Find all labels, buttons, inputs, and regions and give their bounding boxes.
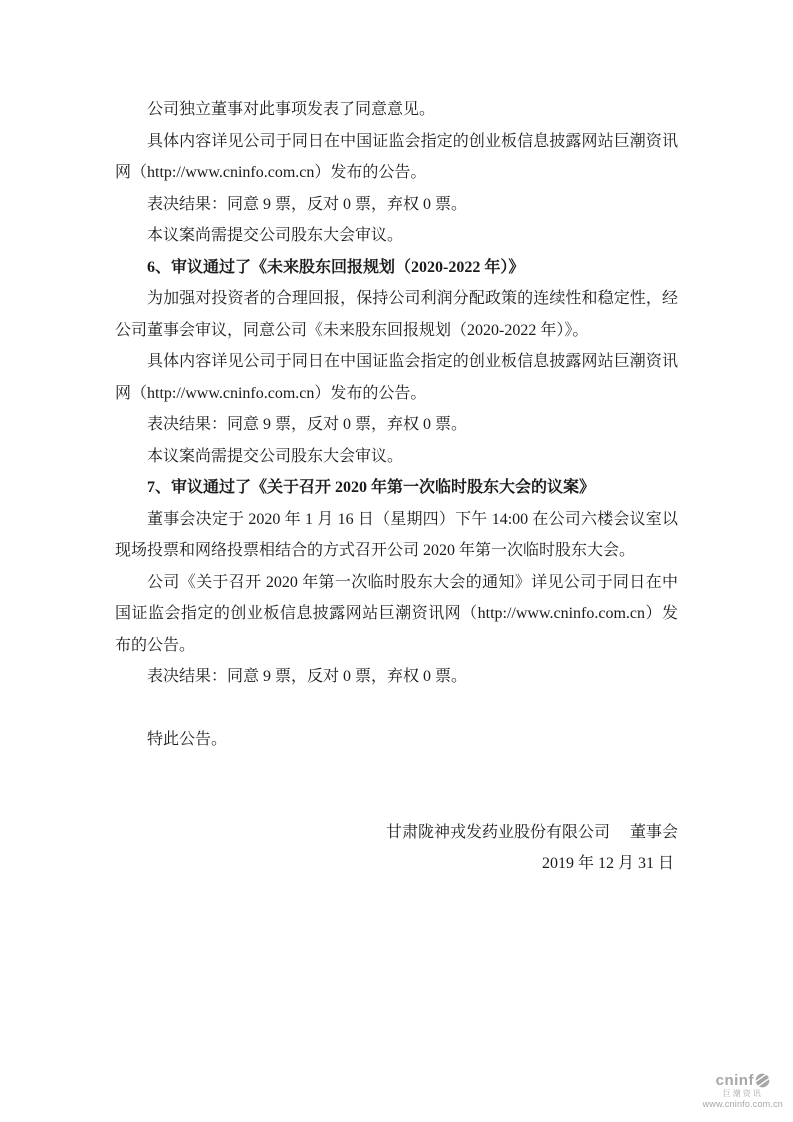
cninfo-url: www.cninfo.com.cn bbox=[702, 1099, 783, 1109]
paragraph-meeting-notice-disclosure: 公司《关于召开 2020 年第一次临时股东大会的通知》详见公司于同日在中国证监会指定的创业板信息披露网站巨潮资讯网（http://www.cninfo.com.cn）发布的公告。 bbox=[115, 573, 678, 654]
paragraph-meeting-arrangement: 董事会决定于 2020 年 1 月 16 日（星期四）下午 14:00 在公司六楼会议室以现场投票和网络投票相结合的方式召开公司 2020 年第一次临时股东大会。 bbox=[115, 510, 678, 559]
paragraph-vote-result-3: 表决结果：同意 9 票，反对 0 票，弃权 0 票。 bbox=[147, 668, 468, 685]
paragraph-vote-result-2: 表决结果：同意 9 票，反对 0 票，弃权 0 票。 bbox=[147, 416, 468, 433]
paragraph-disclosure-details: 具体内容详见公司于同日在中国证监会指定的创业板信息披露网站巨潮资讯网（http://www.cninfo.com.cn）发布的公告。 bbox=[115, 132, 678, 181]
cninfo-watermark bbox=[703, 1073, 783, 1109]
cninfo-brand-row bbox=[703, 1073, 783, 1088]
signature-date: 2019 年 12 月 31 日 bbox=[541, 855, 674, 872]
signature-block bbox=[115, 817, 678, 880]
section-6-heading: 6、审议通过了《未来股东回报规划（2020-2022 年）》 bbox=[147, 258, 525, 276]
closing-statement: 特此公告。 bbox=[147, 731, 228, 748]
paragraph-submit-to-shareholders-2: 本议案尚需提交公司股东大会审议。 bbox=[147, 447, 404, 465]
paragraph-submit-to-shareholders: 本议案尚需提交公司股东大会审议。 bbox=[147, 227, 404, 244]
cninfo-brand-text: cninf bbox=[715, 1072, 754, 1089]
paragraph-shareholder-return-plan: 为加强对投资者的合理回报，保持公司利润分配政策的连续性和稳定性，经公司董事会审议，同意公司《未来股东回报规划（2020-2022 年）》。 bbox=[115, 290, 678, 339]
paragraph-disclosure-details-2: 具体内容详见公司于同日在中国证监会指定的创业板信息披露网站巨潮资讯网（http://www.cninfo.com.cn）发布的公告。 bbox=[115, 353, 678, 402]
paragraph-vote-result: 表决结果：同意 9 票，反对 0 票，弃权 0 票。 bbox=[147, 195, 468, 213]
cninfo-chinese-name: 巨潮资讯 bbox=[722, 1089, 763, 1098]
section-7-heading: 7、审议通过了《关于召开 2020 年第一次临时股东大会的议案》 bbox=[147, 479, 596, 496]
paragraph-independent-directors-opinion: 公司独立董事对此事项发表了同意意见。 bbox=[147, 101, 436, 118]
document-body bbox=[115, 94, 678, 880]
signature-company: 甘肃陇神戎发药业股份有限公司 董事会 bbox=[385, 823, 678, 841]
cninfo-globe-icon bbox=[755, 1073, 770, 1088]
